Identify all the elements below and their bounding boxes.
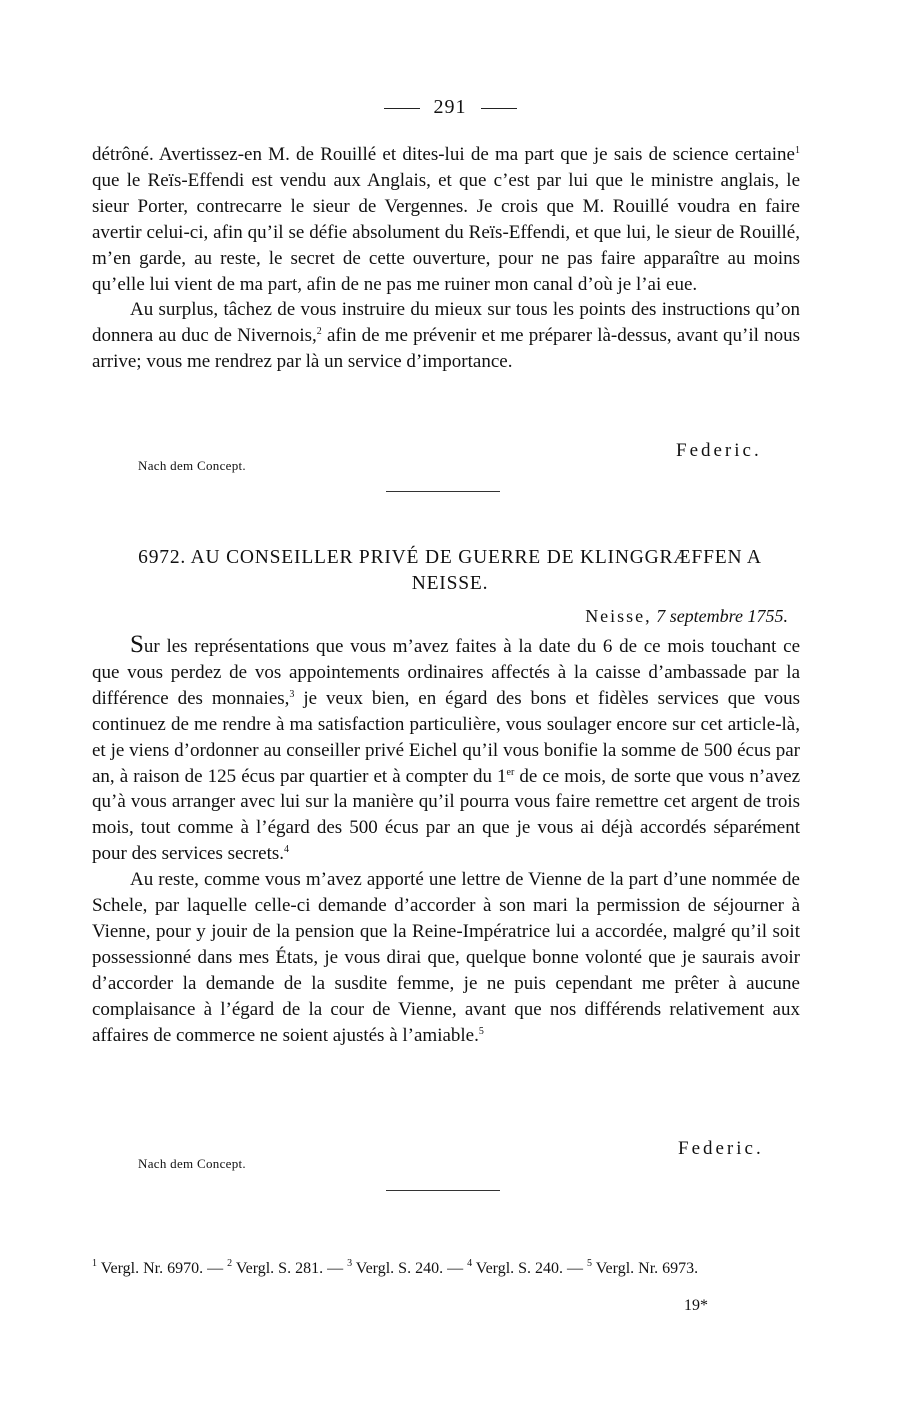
letter-body xyxy=(92,632,800,1049)
page-header xyxy=(0,96,900,119)
initial-letter: S xyxy=(130,631,144,658)
footnote: Vergl. Nr. 6973. xyxy=(595,1260,699,1277)
footnotes: $^1$ Vergl. Nr. 6970. — $^2$ Vergl. S. 281. — $^3$ Vergl. S. 240. — $^4$ Vergl. S. 240. — $^5$ Vergl. Nr. 6973. xyxy=(92,1258,699,1277)
letter-title: AU CONSEILLER PRIVÉ DE GUERRE DE KLINGGRÆFFEN A NEISSE. xyxy=(190,547,762,594)
paragraph: Au reste, comme vous m’avez apporté une lettre de Vienne de la part d’une nommée de Schele, par laquelle celle-ci demande d’accorder à son mari la permission de séjourner à Vienne, pour y jouir de la pension que la Reine-Impératrice lui a accordée, malgré qu’il soit possessionné dans mes États, je vous dirai que, quelque bonne volonté que je saurais avoir d’accorder la demande de la susdite femme, je ne puis cependant me prêter à aucune complaisance à l’égard de la cour de Vienne, avant que nos différends relativement aux affaires de commerce ne soient ajustés à l’amiable.$^5$ xyxy=(92,869,800,1046)
letter-heading xyxy=(110,545,790,597)
paragraph: Au surplus, tâchez de vous instruire du mieux sur tous les points des instructions qu’on donnera au duc de Nivernois,$^2$ afin de me prévenir et me préparer là-dessus, avant qu’il nous arrive; vous me rendrez par là un service d’importance. xyxy=(92,299,800,373)
paragraph: détrôné. Avertissez-en M. de Rouillé et dites-lui de ma part que je sais de science certaine$^1$ que le Reïs-Effendi est vendu aux Anglais, et que c’est par lui que le ministre anglais, le sieur Porter, contrecarre le sieur de Vergennes. Je crois que M. Rouillé voudra en faire avertir celui-ci, afin qu’il se défie absolument du Reïs-Effendi, et que lui, le sieur de Rouillé, m’en garde, au reste, le secret de cette ouverture, pour ne pas faire apparaître au moins qu’elle lui vient de ma part, afin de ne pas me ruiner mon canal d’où je l’ai eue. xyxy=(92,144,800,295)
footnote: Vergl. Nr. 6970. — xyxy=(100,1260,224,1277)
header-dash-right xyxy=(481,108,517,109)
date: 7 septembre 1755. xyxy=(656,606,788,626)
section-divider xyxy=(386,491,500,492)
ordinal-superscript: er xyxy=(506,766,515,778)
footnote: Vergl. S. 281. — xyxy=(235,1260,344,1277)
source-note: Nach dem Concept. xyxy=(138,458,246,473)
source-note: Nach dem Concept. xyxy=(138,1156,246,1171)
signature: Federic. xyxy=(676,440,762,461)
signature: Federic. xyxy=(678,1138,764,1159)
footnote-ref: 5 xyxy=(478,1025,484,1037)
section-divider xyxy=(386,1190,500,1191)
footnote: Vergl. S. 240. — xyxy=(475,1260,584,1277)
footnote: Vergl. S. 240. — xyxy=(355,1260,464,1277)
letter-number: 6972. xyxy=(138,547,187,568)
footnote-ref: 3 xyxy=(289,688,295,700)
paragraph: Sur les représentations que vous m’avez faites à la date du 6 de ce mois touchant ce que vous perdez de vos appointements ordinaires affectés à la caisse d’ambassade par la différence des monnaies,$^3$ je veux bien, en égard des bons et fidèles services que vous continuez de me rendre à ma satisfaction particulière, vous soulager encore sur cet article-là, et je viens d’ordonner au conseiller privé Eichel qu’il vous bonifie la somme de 500 écus par an, à raison de 125 écus par quartier et à compter du 1er de ce mois, de sorte que vous n’avez qu’à vous arranger avec lui sur la manière qu’il pourra vous faire remettre cet argent de trois mois, tout comme à l’égard des 500 écus par an que je vous ai déjà accordés séparément pour des services secrets.$^4$ xyxy=(92,631,800,865)
sheet-signature: 19* xyxy=(684,1297,708,1314)
footnote-ref: 1 xyxy=(795,145,800,156)
header-dash-left xyxy=(384,108,420,109)
footnote-ref: 2 xyxy=(316,326,322,338)
place: Neisse, xyxy=(585,606,652,626)
footnote-ref: 4 xyxy=(284,844,290,856)
letter-continuation xyxy=(92,142,800,375)
dateline xyxy=(585,606,788,627)
page-number: 291 xyxy=(433,96,467,118)
